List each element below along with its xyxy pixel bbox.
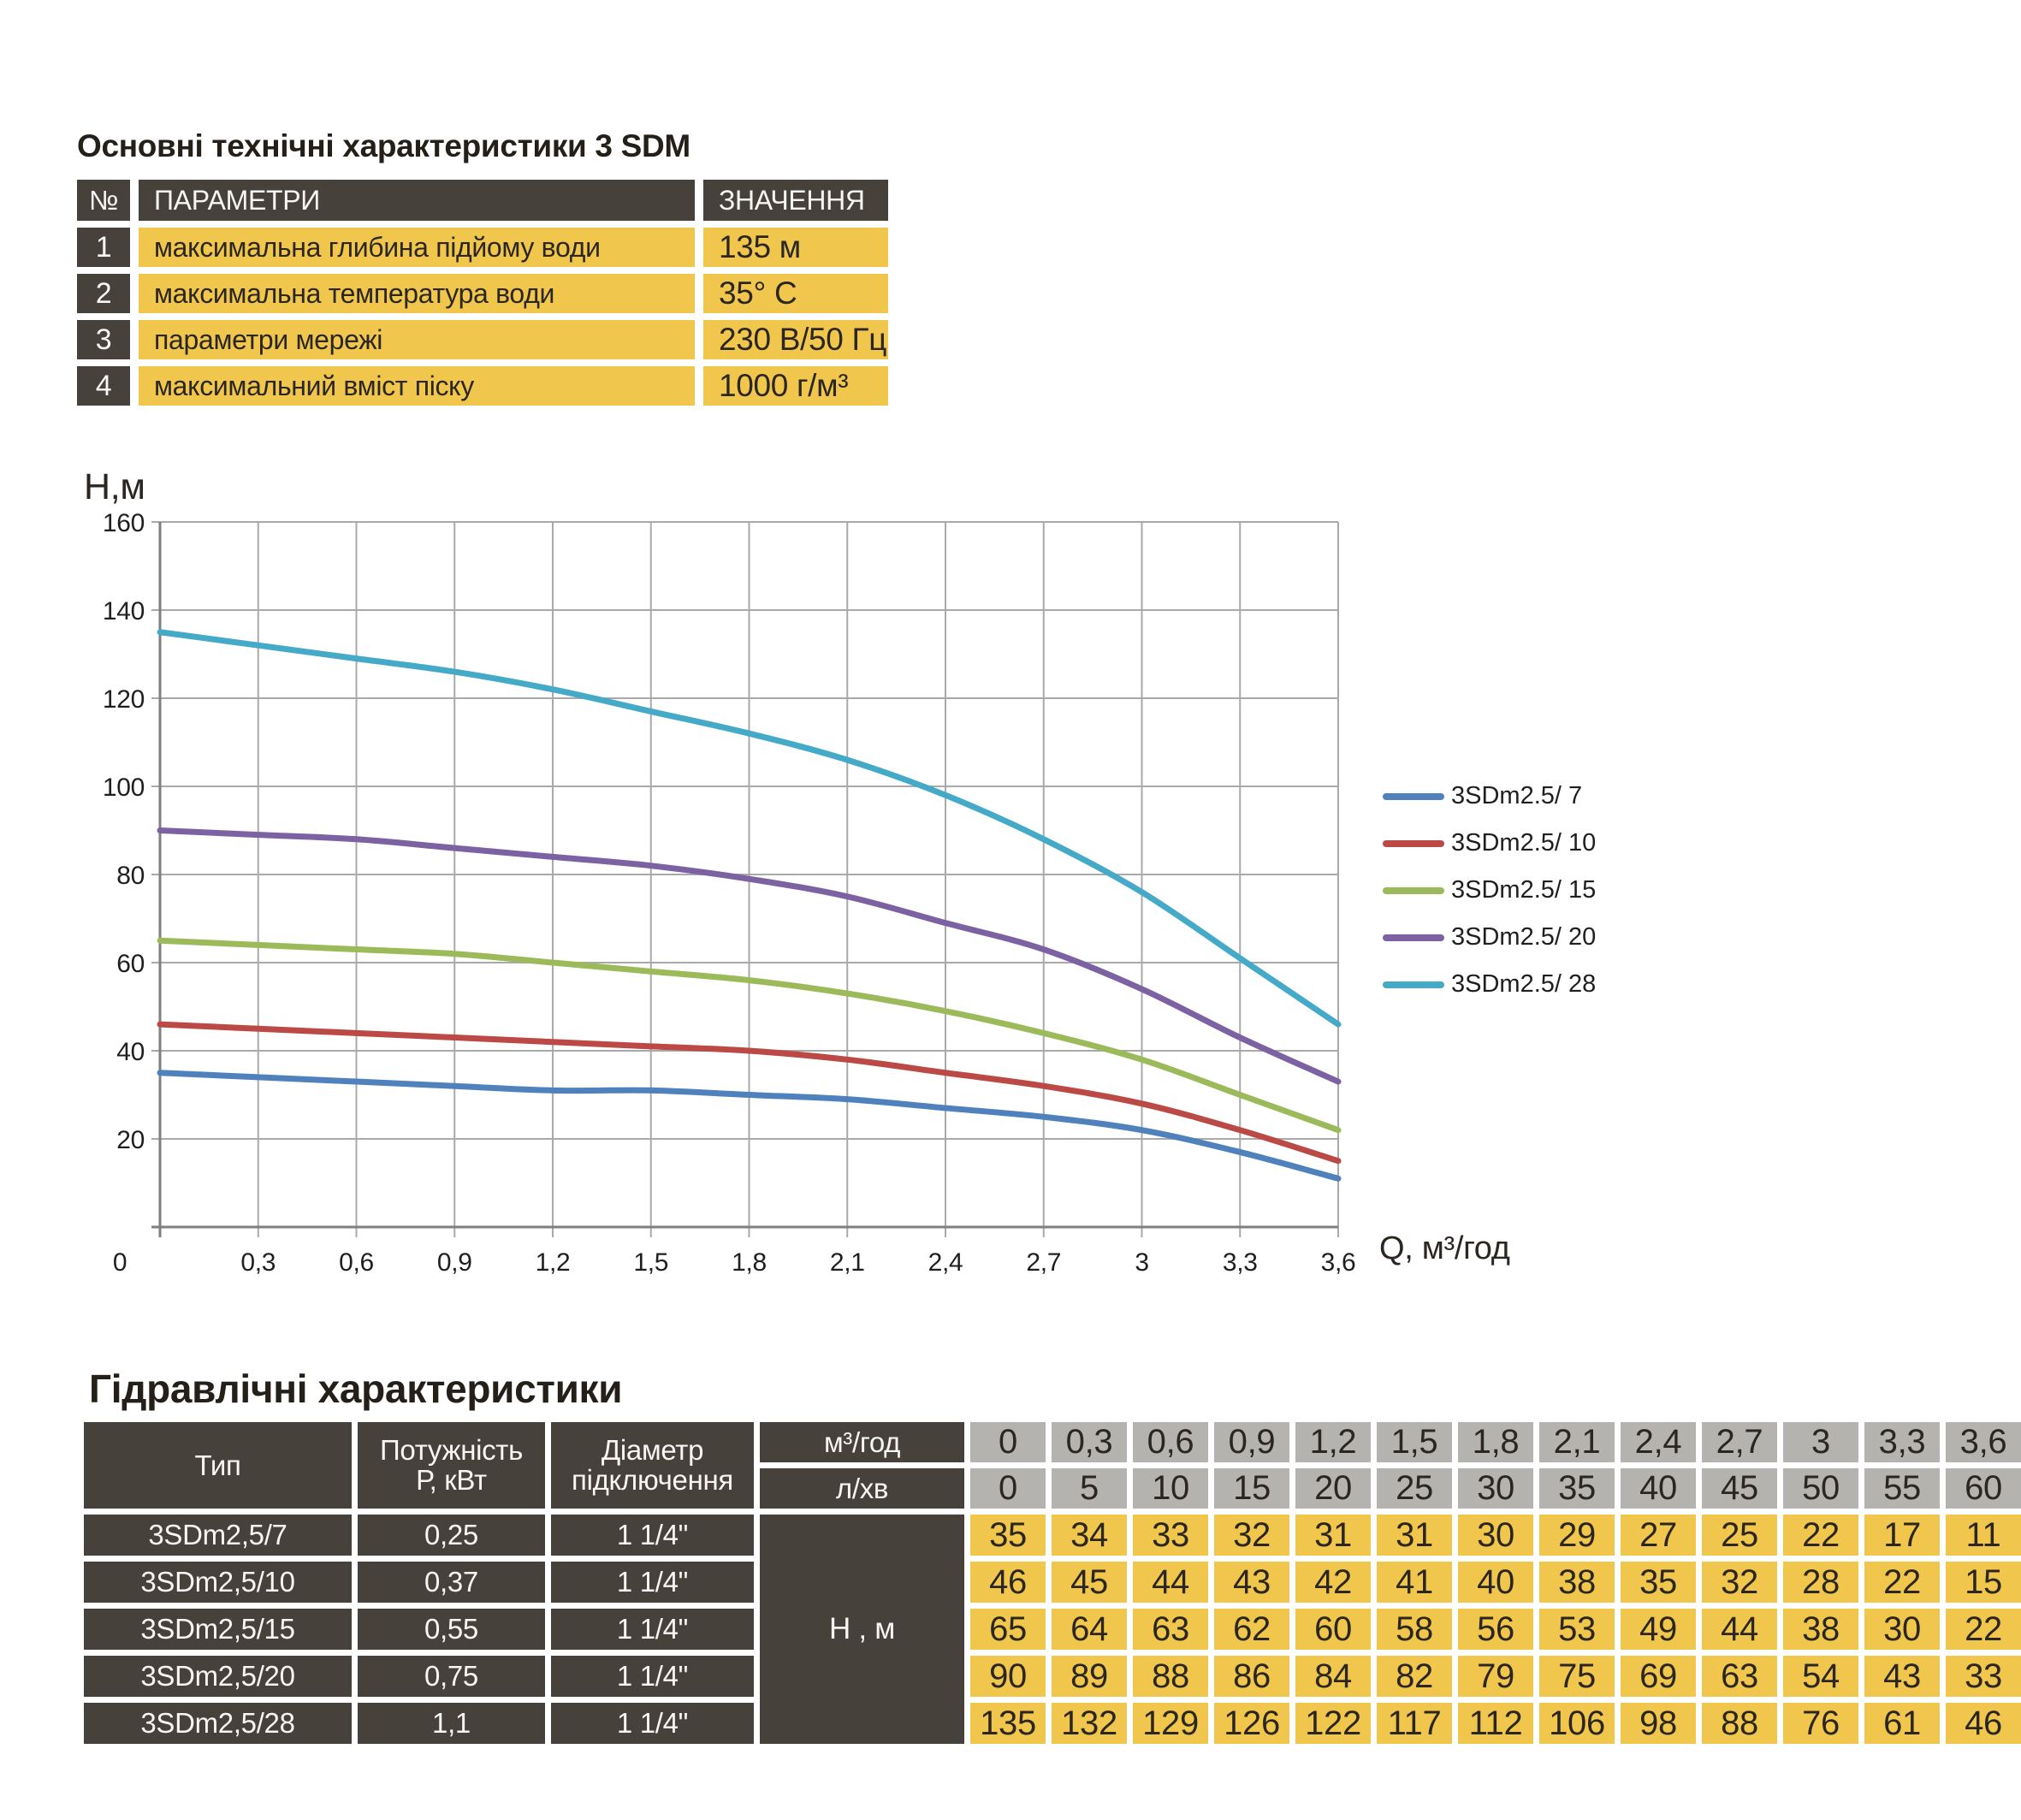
spec-row-value: 35° C <box>703 274 888 313</box>
hyd-head-value: 90 <box>970 1656 1046 1697</box>
hyd-head-value: 46 <box>1946 1703 2021 1744</box>
hyd-head-value: 32 <box>1702 1562 1777 1603</box>
spec-row-parameter: максимальна глибина підйому води <box>139 228 695 267</box>
hyd-head-value: 54 <box>1783 1656 1858 1697</box>
hyd-pump-power: 0,25 <box>358 1515 545 1556</box>
hyd-flow-lmin-value: 50 <box>1783 1468 1858 1509</box>
chart-legend <box>1383 773 1596 1008</box>
hyd-head-value: 45 <box>1052 1562 1127 1603</box>
x-axis-tick-label: 3,6 <box>1320 1248 1356 1277</box>
hyd-head-value: 88 <box>1133 1656 1208 1697</box>
specs-header-parameters: ПАРАМЕТРИ <box>139 180 695 221</box>
legend-item <box>1383 914 1596 961</box>
hyd-head-value: 33 <box>1133 1515 1208 1556</box>
hyd-flow-m3-value: 3 <box>1783 1422 1858 1462</box>
hyd-head-value: 60 <box>1295 1609 1371 1650</box>
x-axis-tick-label: 3,3 <box>1222 1248 1258 1277</box>
hydraulics-header-power-line1: Потужність <box>380 1433 523 1466</box>
hyd-flow-lmin-value: 25 <box>1377 1468 1452 1509</box>
hyd-head-value: 75 <box>1539 1656 1615 1697</box>
legend-label: 3SDm2.5/ 10 <box>1451 829 1597 857</box>
hyd-head-value: 62 <box>1214 1609 1289 1650</box>
hyd-head-value: 31 <box>1295 1515 1371 1556</box>
x-axis-tick-label: 3 <box>1135 1248 1149 1277</box>
y-axis-tick-label: 80 <box>116 862 145 890</box>
hydraulics-header-diameter <box>551 1422 754 1509</box>
hyd-head-value: 17 <box>1864 1515 1940 1556</box>
hyd-flow-m3-value: 2,7 <box>1702 1422 1777 1462</box>
hyd-head-value: 22 <box>1946 1609 2021 1650</box>
hyd-flow-m3-value: 3,3 <box>1864 1422 1940 1462</box>
hyd-flow-lmin-value: 30 <box>1458 1468 1533 1509</box>
hydraulics-header-diameter-line2: підключення <box>572 1463 733 1496</box>
hyd-head-value: 129 <box>1133 1703 1208 1744</box>
hyd-head-value: 49 <box>1621 1609 1696 1650</box>
hyd-flow-lmin-value: 15 <box>1214 1468 1289 1509</box>
hyd-head-value: 38 <box>1783 1609 1858 1650</box>
hyd-head-value: 41 <box>1377 1562 1452 1603</box>
hyd-head-value: 29 <box>1539 1515 1615 1556</box>
legend-label: 3SDm2.5/ 20 <box>1451 923 1597 951</box>
x-axis-tick-label: 2,1 <box>829 1248 865 1277</box>
hyd-head-value: 64 <box>1052 1609 1127 1650</box>
hyd-head-value: 43 <box>1214 1562 1289 1603</box>
hyd-flow-m3-value: 1,5 <box>1377 1422 1452 1462</box>
hyd-head-value: 98 <box>1621 1703 1696 1744</box>
x-axis-tick-label: 0,9 <box>436 1248 472 1277</box>
legend-line-swatch <box>1383 793 1444 800</box>
chart-x-axis-title: Q, м³/год <box>1379 1230 1510 1266</box>
y-axis-tick-label: 60 <box>116 950 145 978</box>
legend-label: 3SDm2.5/ 7 <box>1451 782 1583 809</box>
hydraulics-header-diameter-line1: Діаметр <box>601 1433 704 1466</box>
hyd-head-value: 63 <box>1133 1609 1208 1650</box>
hyd-flow-m3-value: 0,3 <box>1052 1422 1127 1462</box>
specs-title: Основні технічні характеристики 3 SDM <box>77 128 690 163</box>
hyd-head-value: 33 <box>1946 1656 2021 1697</box>
hyd-head-value: 27 <box>1621 1515 1696 1556</box>
hyd-head-value: 28 <box>1783 1562 1858 1603</box>
spec-row-number: 1 <box>77 228 130 267</box>
hyd-pump-diameter: 1 1/4" <box>551 1515 754 1556</box>
hyd-flow-m3-value: 1,2 <box>1295 1422 1371 1462</box>
hyd-flow-lmin-value: 55 <box>1864 1468 1940 1509</box>
y-axis-tick-label: 100 <box>102 774 145 802</box>
legend-label: 3SDm2.5/ 15 <box>1451 876 1597 904</box>
y-axis-tick-label: 40 <box>116 1038 145 1066</box>
y-axis-tick-label: 160 <box>102 509 145 537</box>
hyd-pump-type: 3SDm2,5/7 <box>84 1515 352 1556</box>
hyd-flow-lmin-value: 0 <box>970 1468 1046 1509</box>
hyd-head-value: 30 <box>1864 1609 1940 1650</box>
hyd-head-value: 31 <box>1377 1515 1452 1556</box>
hyd-head-value: 35 <box>970 1515 1046 1556</box>
hyd-head-value: 112 <box>1458 1703 1533 1744</box>
hyd-head-value: 61 <box>1864 1703 1940 1744</box>
hyd-head-value: 15 <box>1946 1562 2021 1603</box>
hyd-head-value: 58 <box>1377 1609 1452 1650</box>
hyd-pump-power: 0,75 <box>358 1656 545 1697</box>
hyd-head-value: 65 <box>970 1609 1046 1650</box>
spec-row-parameter: параметри мережі <box>139 320 695 359</box>
hydraulics-header-power-line2: Р, кВт <box>416 1463 487 1496</box>
spec-row-value: 135 м <box>703 228 888 267</box>
hyd-head-value: 117 <box>1377 1703 1452 1744</box>
hyd-pump-power: 0,37 <box>358 1562 545 1603</box>
x-axis-tick-label: 1,5 <box>633 1248 669 1277</box>
hyd-head-value: 88 <box>1702 1703 1777 1744</box>
hyd-flow-lmin-value: 5 <box>1052 1468 1127 1509</box>
hyd-head-value: 42 <box>1295 1562 1371 1603</box>
hydraulics-title: Гідравлічні характеристики <box>89 1366 623 1411</box>
hyd-flow-lmin-value: 60 <box>1946 1468 2021 1509</box>
hyd-head-value: 34 <box>1052 1515 1127 1556</box>
x-axis-tick-label: 0,6 <box>339 1248 374 1277</box>
hyd-flow-m3-value: 2,1 <box>1539 1422 1615 1462</box>
hyd-head-value: 76 <box>1783 1703 1858 1744</box>
hyd-head-value: 135 <box>970 1703 1046 1744</box>
hyd-head-value: 79 <box>1458 1656 1533 1697</box>
hyd-head-value: 53 <box>1539 1609 1615 1650</box>
legend-item <box>1383 961 1596 1008</box>
spec-row-number: 4 <box>77 366 130 406</box>
hyd-head-value: 32 <box>1214 1515 1289 1556</box>
spec-row-parameter: максимальний вміст піску <box>139 366 695 406</box>
hyd-pump-type: 3SDm2,5/15 <box>84 1609 352 1650</box>
hyd-head-value: 43 <box>1864 1656 1940 1697</box>
y-axis-tick-label: 140 <box>102 597 145 625</box>
hydraulics-header-flow-m3: м³/год <box>760 1422 964 1462</box>
hyd-head-value: 25 <box>1702 1515 1777 1556</box>
hyd-pump-diameter: 1 1/4" <box>551 1656 754 1697</box>
hyd-pump-power: 1,1 <box>358 1703 545 1744</box>
spec-row-parameter: максимальна температура води <box>139 274 695 313</box>
hydraulics-header-type: Тип <box>84 1422 352 1509</box>
x-axis-tick-label: 2,4 <box>928 1248 963 1277</box>
hyd-pump-type: 3SDm2,5/10 <box>84 1562 352 1603</box>
hyd-pump-diameter: 1 1/4" <box>551 1609 754 1650</box>
legend-item <box>1383 867 1596 914</box>
hyd-pump-power: 0,55 <box>358 1609 545 1650</box>
hyd-flow-lmin-value: 35 <box>1539 1468 1615 1509</box>
hyd-head-value: 132 <box>1052 1703 1127 1744</box>
hyd-flow-lmin-value: 40 <box>1621 1468 1696 1509</box>
hyd-flow-lmin-value: 20 <box>1295 1468 1371 1509</box>
hyd-head-value: 82 <box>1377 1656 1452 1697</box>
hyd-pump-diameter: 1 1/4" <box>551 1703 754 1744</box>
legend-item <box>1383 820 1596 867</box>
hyd-head-value: 89 <box>1052 1656 1127 1697</box>
hyd-head-value: 46 <box>970 1562 1046 1603</box>
spec-row-value: 230 В/50 Гц <box>703 320 888 359</box>
hyd-flow-m3-value: 0,6 <box>1133 1422 1208 1462</box>
spec-row-number: 2 <box>77 274 130 313</box>
x-axis-tick-label: 0,3 <box>240 1248 276 1277</box>
hyd-head-value: 122 <box>1295 1703 1371 1744</box>
specs-header-number: № <box>77 180 130 221</box>
hyd-pump-type: 3SDm2,5/28 <box>84 1703 352 1744</box>
pump-performance-chart <box>77 462 1412 1283</box>
hyd-head-value: 126 <box>1214 1703 1289 1744</box>
hyd-head-value: 38 <box>1539 1562 1615 1603</box>
hyd-flow-lmin-value: 10 <box>1133 1468 1208 1509</box>
x-axis-tick-label: 1,2 <box>535 1248 571 1277</box>
hyd-pump-type: 3SDm2,5/20 <box>84 1656 352 1697</box>
hydraulics-header-head: Н , м <box>760 1515 964 1744</box>
hyd-head-value: 35 <box>1621 1562 1696 1603</box>
hyd-flow-m3-value: 1,8 <box>1458 1422 1533 1462</box>
legend-line-swatch <box>1383 981 1444 988</box>
hyd-flow-lmin-value: 45 <box>1702 1468 1777 1509</box>
y-axis-tick-label: 120 <box>102 685 145 714</box>
hyd-head-value: 44 <box>1133 1562 1208 1603</box>
spec-row-number: 3 <box>77 320 130 359</box>
hyd-head-value: 69 <box>1621 1656 1696 1697</box>
spec-row-value: 1000 г/м³ <box>703 366 888 406</box>
hydraulics-header-power <box>358 1422 545 1509</box>
hyd-head-value: 22 <box>1864 1562 1940 1603</box>
y-axis-tick-label: 20 <box>116 1126 145 1154</box>
legend-line-swatch <box>1383 840 1444 847</box>
legend-line-swatch <box>1383 887 1444 894</box>
x-axis-tick-label: 0 <box>112 1248 127 1277</box>
hyd-flow-m3-value: 0 <box>970 1422 1046 1462</box>
specs-header-value: ЗНАЧЕННЯ <box>703 180 888 221</box>
hyd-flow-m3-value: 3,6 <box>1946 1422 2021 1462</box>
x-axis-tick-label: 1,8 <box>732 1248 767 1277</box>
specs-table <box>77 180 888 406</box>
hyd-head-value: 11 <box>1946 1515 2021 1556</box>
hyd-head-value: 30 <box>1458 1515 1533 1556</box>
x-axis-tick-label: 2,7 <box>1026 1248 1062 1277</box>
hyd-head-value: 40 <box>1458 1562 1533 1603</box>
hyd-head-value: 106 <box>1539 1703 1615 1744</box>
chart-y-axis-title: H,м <box>84 466 145 507</box>
hyd-flow-m3-value: 0,9 <box>1214 1422 1289 1462</box>
hyd-head-value: 44 <box>1702 1609 1777 1650</box>
legend-item <box>1383 773 1596 820</box>
hyd-flow-m3-value: 2,4 <box>1621 1422 1696 1462</box>
hydraulics-table <box>84 1422 2021 1744</box>
hyd-pump-diameter: 1 1/4" <box>551 1562 754 1603</box>
hyd-head-value: 63 <box>1702 1656 1777 1697</box>
hyd-head-value: 56 <box>1458 1609 1533 1650</box>
hyd-head-value: 86 <box>1214 1656 1289 1697</box>
hyd-head-value: 84 <box>1295 1656 1371 1697</box>
legend-label: 3SDm2.5/ 28 <box>1451 970 1597 998</box>
hydraulics-header-flow-lmin: л/хв <box>760 1468 964 1509</box>
hyd-head-value: 22 <box>1783 1515 1858 1556</box>
legend-line-swatch <box>1383 934 1444 941</box>
